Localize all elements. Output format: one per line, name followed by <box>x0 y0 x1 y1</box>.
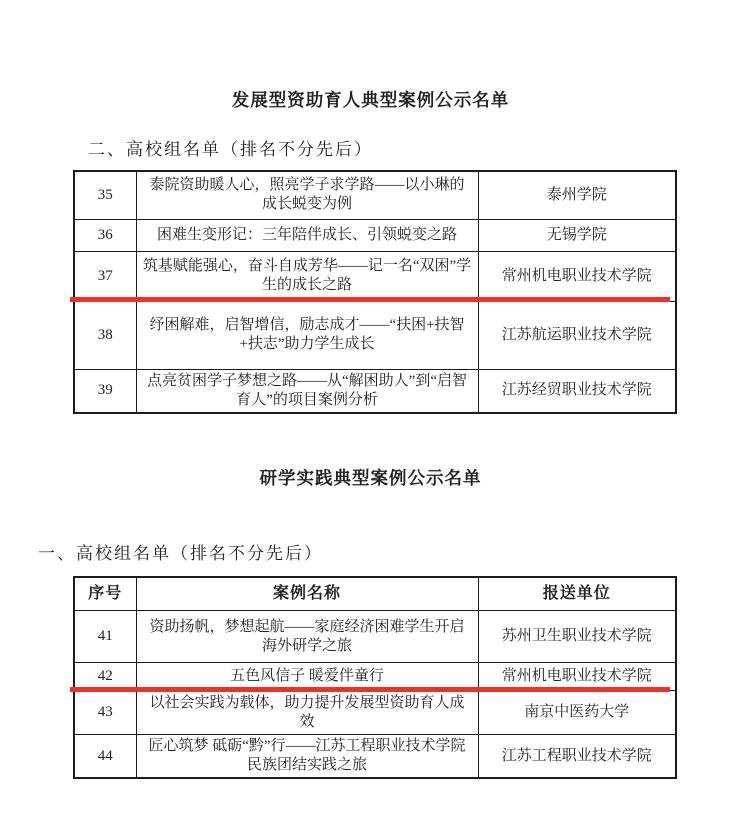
case-name-cell: 资助扬帆，梦想起航——家庭经济困难学生开启海外研学之旅 <box>136 611 478 663</box>
unit-cell: 泰州学院 <box>478 171 676 219</box>
case-number-cell: 41 <box>74 611 136 663</box>
table-row <box>74 611 676 663</box>
section1-subtitle: 二、高校组名单（排名不分先后） <box>88 140 373 159</box>
case-name-cell: 五色风信子 暖爱伴童行 <box>136 663 478 691</box>
case-name-cell: 以社会实践为载体，助力提升发展型资助育人成效 <box>136 691 478 735</box>
case-number-cell: 35 <box>74 171 136 219</box>
unit-cell: 常州机电职业技术学院 <box>478 251 676 301</box>
case-number-cell: 36 <box>74 219 136 251</box>
case-number-cell: 39 <box>74 369 136 413</box>
unit-cell: 江苏航运职业技术学院 <box>478 301 676 369</box>
table-row <box>74 369 676 413</box>
case-name-cell: 困难生变形记：三年陪伴成长、引领蜕变之路 <box>136 219 478 251</box>
case-number-cell: 38 <box>74 301 136 369</box>
section2-table-wrap <box>73 576 675 780</box>
header-unit: 报送单位 <box>478 577 676 611</box>
unit-cell: 南京中医药大学 <box>478 691 676 735</box>
unit-cell: 常州机电职业技术学院 <box>478 663 676 691</box>
table-row <box>74 691 676 735</box>
table-row <box>74 735 676 779</box>
header-case-name: 案例名称 <box>136 577 478 611</box>
section1-table <box>73 170 677 414</box>
case-name-cell: 泰院资助暖人心，照亮学子求学路——以小琳的成长蜕变为例 <box>136 171 478 219</box>
section2-subtitle: 一、高校组名单（排名不分先后） <box>38 543 323 563</box>
unit-cell: 江苏经贸职业技术学院 <box>478 369 676 413</box>
unit-cell: 江苏工程职业技术学院 <box>478 735 676 779</box>
case-name-cell: 点亮贫困学子梦想之路——从“解困助人”到“启智育人”的项目案例分析 <box>136 369 478 413</box>
section2-table <box>73 576 677 780</box>
case-name-cell: 筑基赋能强心，奋斗自成芳华——记一名“双困”学生的成长之路 <box>136 251 478 301</box>
section2-title: 研学实践典型案例公示名单 <box>259 467 482 488</box>
case-number-cell: 42 <box>74 663 136 691</box>
header-no: 序号 <box>74 577 136 611</box>
table-row <box>74 219 676 251</box>
case-name-cell: 纾困解难，启智增信，励志成才——“扶困+扶智+扶志”助力学生成长 <box>136 301 478 369</box>
unit-cell: 苏州卫生职业技术学院 <box>478 611 676 663</box>
unit-cell: 无锡学院 <box>478 219 676 251</box>
table-row <box>74 251 676 301</box>
case-number-cell: 44 <box>74 735 136 779</box>
section1-title: 发展型资助育人典型案例公示名单 <box>231 90 510 110</box>
case-number-cell: 43 <box>74 691 136 735</box>
table-header-row <box>74 577 676 611</box>
case-name-cell: 匠心筑梦 砥砺“黔”行——江苏工程职业技术学院民族团结实践之旅 <box>136 735 478 779</box>
table-row <box>74 301 676 369</box>
table-row <box>74 663 676 691</box>
section1-table-wrap <box>73 170 675 414</box>
table-row <box>74 171 676 219</box>
case-number-cell: 37 <box>74 251 136 301</box>
